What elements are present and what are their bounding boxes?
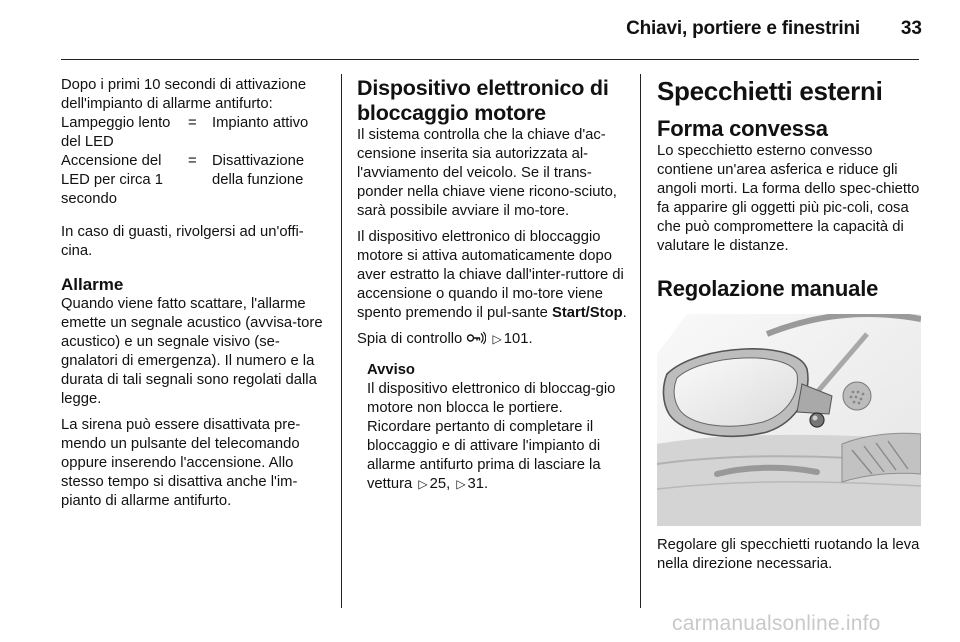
immobilizer-heading: Dispositivo elettronico di bloccaggio motore [357,76,609,125]
start-stop-label: Start/Stop [551,305,623,321]
page-header-title: Chiavi, portiere e finestrini [626,18,860,39]
mirror-adjustment-illustration [657,314,921,526]
note-body: Il dispositivo elettronico di bloccag-gio motore non blocca le portiere. Ricordare pertanto di completare il bloccaggio e di attivare l'impianto di allarme antifurto prima di lasciare la vettura [367,381,616,492]
immobilizer-paragraph-2-text: Il dispositivo elettronico di bloccaggio motore si attiva automaticamente dopo aver estratto la chiave dall'inter-ruttore di accensione o quando il mo-tore viene spento premendo il pul-sante [357,229,624,321]
warning-light-text: Spia di controllo [357,331,463,347]
warning-light-line [357,330,627,351]
page-reference-arrow-icon: ▷ [492,332,502,346]
warning-light-reference: 101. [503,331,533,347]
watermark: carmanualsonline.info [672,612,881,635]
column-immobilizer [357,76,627,494]
led-label: Accensione del LED per circa 1 secondo [61,153,163,207]
immobilizer-paragraph-2-end: . [622,305,627,321]
note-reference-2: 31. [467,476,489,492]
manual-adjustment-caption: Regolare gli specchietti ruotando la leva nella direzione necessaria. [657,537,920,572]
led-meaning: Impianto attivo [212,115,309,131]
mirrors-heading: Specchietti esterni [657,76,883,106]
alarm-paragraph: Quando viene fatto scattare, l'allarme emette un segnale acustico (avvisa-tore acustico) e un segnale visivo (se-gnalatori di emergenza). Il numero e la durata di tali segnali sono regolati dalla legge. [61,296,323,407]
intro-paragraph: Dopo i primi 10 secondi di attivazione dell'impianto di allarme antifurto: [61,77,307,112]
column-divider-2 [640,74,641,608]
led-sep: = [188,115,197,131]
led-table-row [61,152,327,209]
led-label: Lampeggio lento del LED [61,115,171,150]
column-alarm [61,76,327,511]
page-reference-arrow-icon: ▷ [456,477,466,491]
note-box [367,361,627,494]
led-table [61,114,327,209]
immobilizer-paragraph-2 [357,228,627,323]
column-divider-1 [341,74,342,608]
siren-paragraph: La sirena può essere disattivata pre-mendo un pulsante del telecomando oppure inserendo l'accensione. Allo stesso tempo si disattiva anche l'im-pianto di allarme antifurto. [61,417,301,509]
page-number: 33 [900,18,922,39]
column-mirrors [657,76,922,574]
led-meaning: Disattivazione della funzione [212,153,305,188]
note-text [367,380,627,494]
alarm-heading: Allarme [61,275,124,294]
convex-paragraph: Lo specchietto esterno convesso contiene un'area asferica e riduce gli angoli morti. La forma dello spec-chietto fa apparire gli oggetti più pic-coli, cosa che può compromettere la capacità di valutare le distanze. [657,143,920,254]
convex-heading: Forma convessa [657,116,828,141]
immobilizer-paragraph-1: Il sistema controlla che la chiave d'ac-censione inserita sia autorizzata al-l'avviamento del veicolo. Se il trans-ponder nella chiave viene ricono-sciuto, sarà possibile avviare il mo-tore. [357,127,617,219]
led-table-row [61,114,327,152]
immobilizer-key-icon [466,331,486,351]
note-reference-1: 25, [429,476,451,492]
page-reference-arrow-icon: ▷ [418,477,428,491]
led-sep: = [188,153,197,169]
fault-paragraph: In caso di guasti, rivolgersi ad un'offi-cina. [61,224,304,259]
manual-adjustment-heading: Regolazione manuale [657,276,879,301]
note-title: Avviso [367,362,415,378]
header-rule [61,59,919,60]
